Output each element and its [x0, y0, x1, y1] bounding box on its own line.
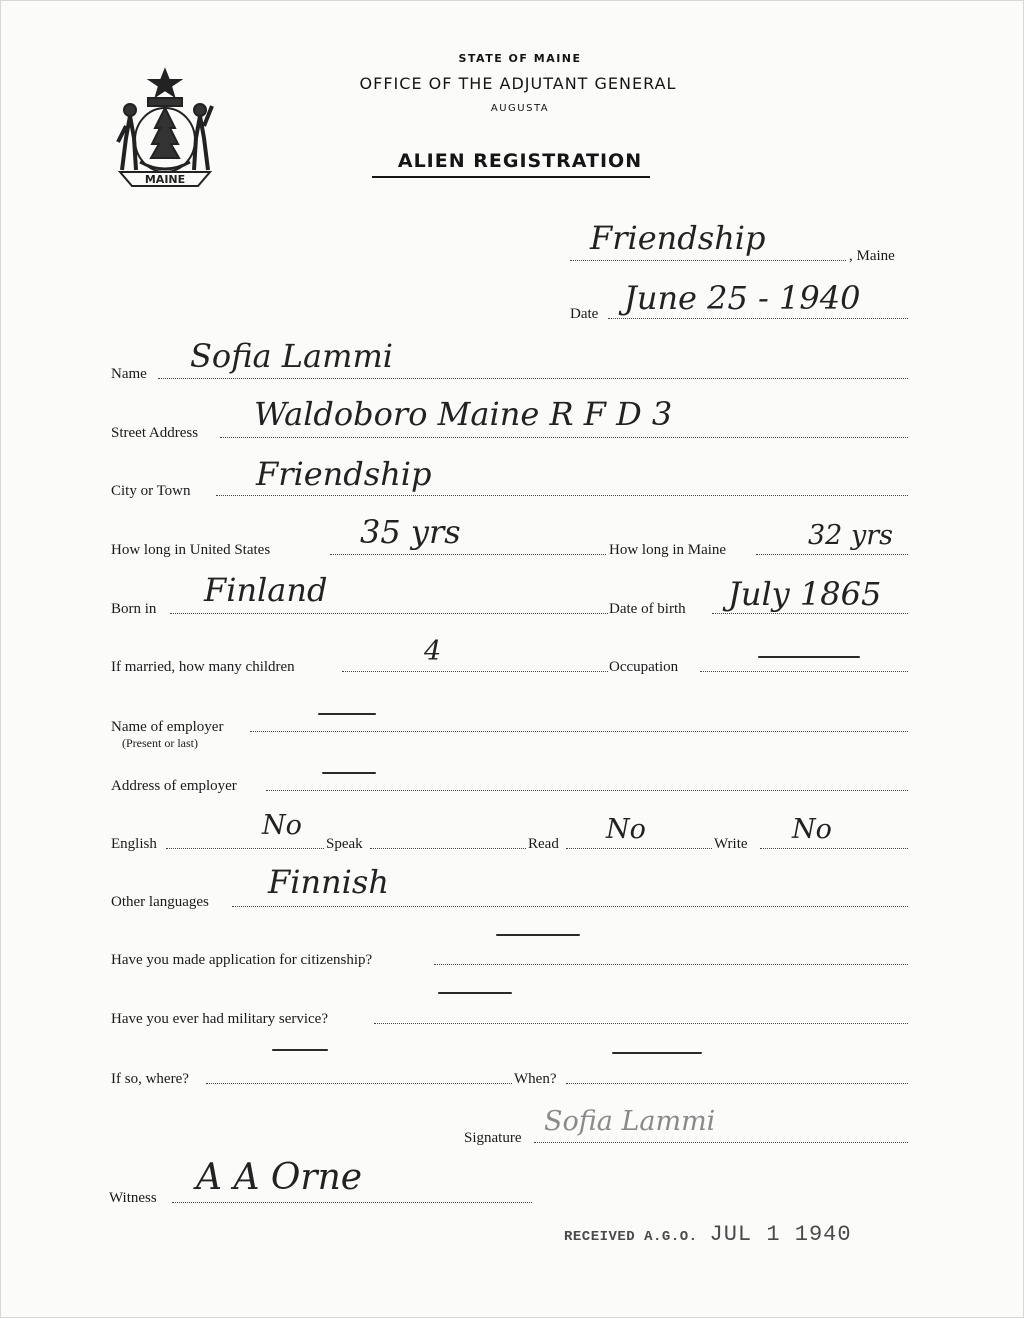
- signature-label: Signature: [464, 1130, 522, 1146]
- citizenship-dots: [434, 964, 908, 965]
- date-of-birth-dots: [712, 613, 908, 614]
- header-city: AUGUSTA: [490, 103, 550, 114]
- read-value: No: [606, 814, 646, 845]
- write-dots: [760, 848, 908, 849]
- how-long-maine-dots: [756, 554, 908, 555]
- header-office: OFFICE OF THE ADJUTANT GENERAL: [359, 74, 677, 93]
- born-in-dots: [170, 613, 608, 614]
- read-dots: [566, 848, 712, 849]
- employer-address-dots: [266, 790, 908, 791]
- employer-address-dash: [322, 772, 376, 774]
- english-label: English: [111, 836, 157, 852]
- signature-value: Sofia Lammi: [544, 1106, 716, 1137]
- date-value: June 25 - 1940: [624, 279, 861, 317]
- how-long-us-value: 35 yrs: [360, 513, 461, 551]
- english-dots: [166, 848, 324, 849]
- employer-name-label: Name of employer: [111, 719, 224, 735]
- city-or-town-value: Friendship: [256, 455, 432, 493]
- name-dots: [158, 378, 908, 379]
- title-underline: [372, 176, 650, 178]
- date-of-birth-label: Date of birth: [609, 601, 686, 617]
- town-dots: [570, 260, 846, 261]
- children-value: 4: [424, 636, 442, 667]
- occupation-label: Occupation: [609, 659, 679, 675]
- citizenship-label: Have you made application for citizenship?: [111, 952, 373, 968]
- how-long-maine-label: How long in Maine: [609, 542, 727, 558]
- if-so-where-dash: [272, 1049, 328, 1051]
- signature-dots: [534, 1142, 908, 1143]
- write-label: Write: [714, 836, 748, 852]
- street-address-label: Street Address: [111, 425, 199, 441]
- how-long-us-label: How long in United States: [111, 542, 271, 558]
- write-value: No: [792, 814, 832, 845]
- witness-label: Witness: [109, 1190, 157, 1206]
- occupation-dots: [700, 671, 908, 672]
- speak-dots: [370, 848, 526, 849]
- other-languages-dots: [232, 906, 908, 907]
- military-dots: [374, 1023, 908, 1024]
- when-dots: [566, 1083, 908, 1084]
- born-in-value: Finland: [204, 571, 328, 609]
- svg-text:MAINE: MAINE: [144, 173, 186, 186]
- when-label: When?: [514, 1071, 557, 1087]
- employer-name-dash: [318, 713, 376, 715]
- when-dash: [612, 1052, 702, 1054]
- military-dash: [438, 992, 512, 994]
- employer-address-label: Address of employer: [111, 778, 237, 794]
- how-long-maine-value: 32 yrs: [808, 520, 893, 551]
- name-value: Sofia Lammi: [190, 337, 394, 375]
- header-state: STATE OF MAINE: [458, 52, 582, 65]
- witness-dots: [172, 1202, 532, 1203]
- maine-label: , Maine: [849, 248, 895, 264]
- witness-value: A A Orne: [196, 1157, 363, 1198]
- street-address-value: Waldoboro Maine R F D 3: [254, 395, 673, 433]
- other-languages-value: Finnish: [268, 863, 389, 901]
- employer-name-dots: [250, 731, 908, 732]
- children-label: If married, how many children: [111, 659, 295, 675]
- born-in-label: Born in: [111, 601, 157, 617]
- city-or-town-dots: [216, 495, 908, 496]
- citizenship-dash: [496, 934, 580, 936]
- if-so-where-label: If so, where?: [111, 1071, 189, 1087]
- if-so-where-dots: [206, 1083, 512, 1084]
- town-value: Friendship: [590, 219, 766, 257]
- speak-label: Speak: [326, 836, 363, 852]
- occupation-dash: [758, 656, 860, 658]
- how-long-us-dots: [330, 554, 606, 555]
- name-label: Name: [111, 366, 147, 382]
- form-title: ALIEN REGISTRATION: [397, 150, 643, 172]
- date-of-birth-value: July 1865: [728, 575, 882, 613]
- received-stamp-date: JUL 1 1940: [709, 1222, 852, 1247]
- children-dots: [342, 671, 608, 672]
- street-address-dots: [220, 437, 908, 438]
- received-stamp: [564, 1222, 852, 1247]
- english-value: No: [262, 810, 302, 841]
- date-dots: [608, 318, 908, 319]
- employer-name-sublabel: (Present or last): [122, 736, 198, 750]
- other-languages-label: Other languages: [111, 894, 209, 910]
- read-label: Read: [528, 836, 559, 852]
- city-or-town-label: City or Town: [111, 483, 191, 499]
- date-label: Date: [570, 306, 599, 322]
- military-label: Have you ever had military service?: [111, 1011, 328, 1027]
- received-stamp-text: RECEIVED A.G.O.: [564, 1229, 698, 1245]
